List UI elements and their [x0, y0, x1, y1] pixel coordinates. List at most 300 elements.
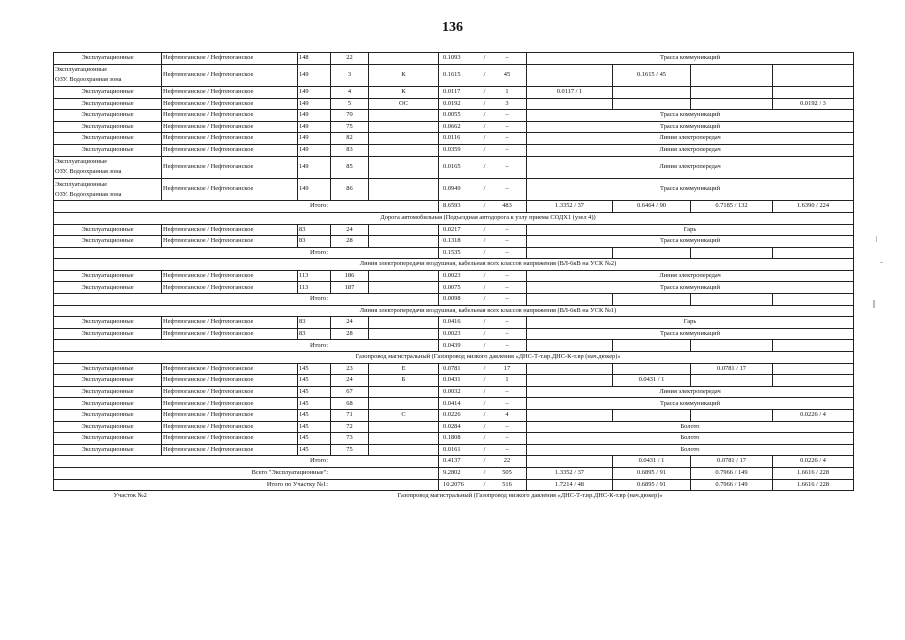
compartment-cell: 22 [331, 53, 369, 65]
area-count: 4 [505, 411, 509, 419]
category-text: Эксплуатационные [81, 122, 134, 130]
compartment-cell: 28 [331, 328, 369, 340]
code-cell [369, 133, 439, 145]
area-value: 0.1093 [443, 54, 461, 62]
total-label: Итого: [54, 456, 439, 468]
area-cell [439, 86, 527, 98]
category-column-cell: 1.3352 / 37 [527, 201, 613, 213]
category-cell [54, 53, 162, 65]
table-row [54, 144, 854, 156]
category-cell [54, 363, 162, 375]
area-separator: / [483, 248, 486, 256]
category-cell [54, 328, 162, 340]
area-separator: / [483, 237, 486, 245]
table-row [54, 433, 854, 445]
category-cell [54, 236, 162, 248]
area-count: 516 [502, 480, 512, 488]
category-column-cell: 0.0117 / 1 [527, 86, 613, 98]
area-separator: / [483, 341, 486, 349]
category-column-cell: 1.7214 / 48 [527, 479, 613, 491]
area-cell [439, 421, 527, 433]
purpose-note-cell: Линия электропередач [527, 270, 854, 282]
category-column-cell: 0.6895 / 91 [613, 467, 691, 479]
compartment-cell: 83 [331, 144, 369, 156]
area-separator: / [483, 445, 486, 453]
area-separator: / [483, 434, 486, 442]
area-value: 0.0781 [443, 364, 461, 372]
area-value: 0.0075 [443, 283, 461, 291]
purpose-note-cell: Линия электропередач [527, 133, 854, 145]
table-row [54, 121, 854, 133]
area-count: – [505, 271, 509, 279]
table-row [54, 98, 854, 110]
area-value: 0.0949 [443, 185, 461, 193]
total-label: Итого: [54, 340, 439, 352]
area-value: 0.0359 [443, 146, 461, 154]
compartment-cell: 24 [331, 317, 369, 329]
protection-zone-text: ОЗУ. Водоохранная зона [55, 190, 122, 198]
category-cell [54, 270, 162, 282]
code-cell: С [369, 410, 439, 422]
area-value: 0.0662 [443, 122, 461, 130]
category-column-cell [527, 340, 613, 352]
quarter-cell: 145 [298, 410, 331, 422]
category-cell [54, 386, 162, 398]
compartment-cell: 82 [331, 133, 369, 145]
compartment-cell: 28 [331, 236, 369, 248]
area-cell [439, 110, 527, 122]
area-separator: / [483, 71, 486, 79]
category-cell [54, 410, 162, 422]
category-column-cell [613, 98, 691, 110]
quarter-cell: 145 [298, 421, 331, 433]
category-column-cell [527, 98, 613, 110]
area-separator: / [483, 88, 486, 96]
category-text: Эксплуатационные [81, 283, 134, 291]
area-count: – [505, 318, 509, 326]
category-column-cell [613, 294, 691, 306]
area-value: 0.0023 [443, 271, 461, 279]
forestry-cell: Нефтеюганское / Нефтеюганское [162, 398, 298, 410]
category-cell [54, 121, 162, 133]
area-value: 0.1615 [443, 71, 461, 79]
category-cell [54, 375, 162, 387]
quarter-cell: 113 [298, 270, 331, 282]
category-column-cell [613, 86, 691, 98]
code-cell: К [369, 64, 439, 86]
forestry-cell: Нефтеюганское / Нефтеюганское [162, 421, 298, 433]
quarter-cell: 149 [298, 64, 331, 86]
area-cell [439, 53, 527, 65]
area-separator: / [483, 225, 486, 233]
compartment-cell: 23 [331, 363, 369, 375]
category-column-cell [773, 64, 854, 86]
code-cell [369, 444, 439, 456]
area-value: 0.4137 [443, 457, 461, 465]
area-count: – [505, 134, 509, 142]
total-label: Всего "Эксплуатационные": [54, 467, 439, 479]
total-label: Итого: [54, 294, 439, 306]
section-title: Газопровод магистральный (Газопровод низкого давления «ДНС-Т-т.вр.ДНС-К-т.вр (нач.дюкер)» [54, 352, 854, 364]
category-column-cell [691, 86, 773, 98]
area-value: 0.0226 [443, 411, 461, 419]
category-column-cell: 1.6390 / 224 [773, 201, 854, 213]
area-count: – [505, 185, 509, 193]
category-cell [54, 64, 162, 86]
area-value: 0.0055 [443, 111, 461, 119]
compartment-cell: 86 [331, 178, 369, 200]
category-column-cell [613, 247, 691, 259]
section-header-row [54, 212, 854, 224]
category-text: Эксплуатационные [81, 434, 134, 442]
forestry-cell: Нефтеюганское / Нефтеюганское [162, 444, 298, 456]
category-column-cell [527, 247, 613, 259]
table-row [54, 363, 854, 375]
category-column-cell: 0.0226 / 4 [773, 456, 854, 468]
area-separator: / [483, 271, 486, 279]
area-value: 0.0165 [443, 163, 461, 171]
category-text: Эксплуатационные [81, 134, 134, 142]
category-cell [54, 110, 162, 122]
area-cell [439, 144, 527, 156]
category-text: Эксплуатационные [55, 180, 108, 188]
forestry-cell: Нефтеюганское / Нефтеюганское [162, 178, 298, 200]
category-cell [54, 398, 162, 410]
area-count: 45 [503, 71, 511, 79]
forestry-cell: Нефтеюганское / Нефтеюганское [162, 363, 298, 375]
code-cell [369, 433, 439, 445]
category-column-cell [527, 410, 613, 422]
area-count: – [505, 341, 509, 349]
table-row [54, 328, 854, 340]
area-count: – [505, 163, 509, 171]
area-value: 0.1808 [443, 434, 461, 442]
area-separator: / [483, 111, 486, 119]
total-label: Итого: [54, 247, 439, 259]
area-cell [439, 64, 527, 86]
code-cell [369, 53, 439, 65]
scan-artifact [873, 300, 875, 308]
forestry-cell: Нефтеюганское / Нефтеюганское [162, 317, 298, 329]
area-count: – [505, 111, 509, 119]
quarter-cell: 145 [298, 398, 331, 410]
page-number: 136 [442, 20, 463, 35]
area-cell [439, 328, 527, 340]
area-cell [439, 410, 527, 422]
purpose-note-cell: Болото [527, 444, 854, 456]
category-column-cell [691, 294, 773, 306]
category-text: Эксплуатационные [81, 364, 134, 372]
area-separator: / [483, 457, 486, 465]
table-row [54, 133, 854, 145]
area-count: – [505, 283, 509, 291]
area-count: – [505, 434, 509, 442]
table-row [54, 282, 854, 294]
area-separator: / [483, 134, 486, 142]
category-cell [54, 144, 162, 156]
quarter-cell: 145 [298, 444, 331, 456]
area-cell [439, 467, 527, 479]
category-text: Эксплуатационные [81, 99, 134, 107]
table-row [54, 236, 854, 248]
category-cell [54, 178, 162, 200]
code-cell [369, 178, 439, 200]
category-text: Эксплуатационные [81, 411, 134, 419]
area-separator: / [483, 480, 486, 488]
compartment-cell: 72 [331, 421, 369, 433]
area-count: – [505, 237, 509, 245]
table-row [54, 224, 854, 236]
quarter-cell: 145 [298, 375, 331, 387]
forestry-cell: Нефтеюганское / Нефтеюганское [162, 224, 298, 236]
forestry-cell: Нефтеюганское / Нефтеюганское [162, 110, 298, 122]
code-cell [369, 121, 439, 133]
table-row [54, 375, 854, 387]
category-column-cell [613, 410, 691, 422]
area-cell [439, 282, 527, 294]
compartment-cell: 85 [331, 156, 369, 178]
code-cell [369, 317, 439, 329]
area-value: 0.0117 [443, 88, 461, 96]
total-row [54, 247, 854, 259]
table-row [54, 86, 854, 98]
area-separator: / [483, 122, 486, 130]
forestry-cell: Нефтеюганское / Нефтеюганское [162, 433, 298, 445]
category-text: Эксплуатационные [81, 445, 134, 453]
purpose-note-cell: Линия электропередач [527, 144, 854, 156]
category-text: Эксплуатационные [81, 422, 134, 430]
compartment-cell: 24 [331, 224, 369, 236]
purpose-note-cell: Трасса коммуникаций [527, 236, 854, 248]
area-value: 0.0414 [443, 399, 461, 407]
purpose-note-cell: Болото [527, 433, 854, 445]
category-text: Эксплуатационные [81, 225, 134, 233]
quarter-cell: 149 [298, 133, 331, 145]
category-column-cell [691, 64, 773, 86]
category-text: Эксплуатационные [55, 158, 108, 166]
category-column-cell: 1.6616 / 228 [773, 479, 854, 491]
forestry-cell: Нефтеюганское / Нефтеюганское [162, 282, 298, 294]
category-cell [54, 317, 162, 329]
area-separator: / [483, 146, 486, 154]
area-count: 17 [503, 364, 511, 372]
category-column-cell: 0.7966 / 149 [691, 479, 773, 491]
category-cell [54, 421, 162, 433]
scan-artifact [876, 236, 877, 242]
category-column-cell [773, 247, 854, 259]
category-column-cell: 0.7185 / 132 [691, 201, 773, 213]
purpose-note-cell: Трасса коммуникаций [527, 328, 854, 340]
protection-zone-text: ОЗУ. Водоохранная зона [55, 76, 122, 84]
forestry-cell: Нефтеюганское / Нефтеюганское [162, 328, 298, 340]
area-separator: / [483, 329, 486, 337]
area-separator: / [483, 318, 486, 326]
area-value: 0.0161 [443, 445, 461, 453]
area-count: – [505, 122, 509, 130]
area-cell [439, 398, 527, 410]
area-separator: / [483, 422, 486, 430]
quarter-cell: 83 [298, 224, 331, 236]
total-label: Итого по Участку №1: [54, 479, 439, 491]
category-column-cell: 0.1615 / 45 [613, 64, 691, 86]
forestry-cell: Нефтеюганское / Нефтеюганское [162, 53, 298, 65]
category-text: Эксплуатационные [81, 54, 134, 62]
total-row [54, 201, 854, 213]
area-separator: / [483, 99, 486, 107]
area-cell [439, 270, 527, 282]
area-separator: / [483, 469, 486, 477]
category-column-cell: 1.6616 / 228 [773, 467, 854, 479]
code-cell [369, 110, 439, 122]
area-separator: / [483, 202, 486, 210]
area-value: 0.1535 [443, 248, 461, 256]
area-count: – [505, 399, 509, 407]
area-separator: / [483, 163, 486, 171]
area-value: 0.0416 [443, 318, 461, 326]
quarter-cell: 145 [298, 386, 331, 398]
category-column-cell [527, 456, 613, 468]
table-row [54, 444, 854, 456]
category-column-cell [613, 340, 691, 352]
protection-zone-text: ОЗУ. Водоохранная зона [55, 168, 122, 176]
category-column-cell [691, 340, 773, 352]
area-separator: / [483, 411, 486, 419]
area-separator: / [483, 283, 486, 291]
purpose-note-cell: Трасса коммуникаций [527, 178, 854, 200]
forestry-cell: Нефтеюганское / Нефтеюганское [162, 144, 298, 156]
compartment-cell: 70 [331, 110, 369, 122]
table-body [54, 53, 854, 502]
area-separator: / [483, 295, 486, 303]
total-row [54, 294, 854, 306]
area-value: 0.0431 [443, 376, 461, 384]
area-count: 483 [502, 202, 512, 210]
category-text: Эксплуатационные [81, 146, 134, 154]
compartment-cell: 3 [331, 64, 369, 86]
purpose-note-cell: Трасса коммуникаций [527, 53, 854, 65]
compartment-cell: 187 [331, 282, 369, 294]
area-cell [439, 363, 527, 375]
purpose-note-cell: Болото [527, 421, 854, 433]
category-text: Эксплуатационные [81, 271, 134, 279]
plot-header-row [54, 491, 854, 502]
quarter-cell: 149 [298, 86, 331, 98]
category-column-cell [691, 247, 773, 259]
category-text: Эксплуатационные [81, 88, 134, 96]
area-cell [439, 133, 527, 145]
quarter-cell: 149 [298, 121, 331, 133]
plot-label: Участок №2 [113, 492, 147, 500]
category-column-cell [527, 64, 613, 86]
quarter-cell: 83 [298, 328, 331, 340]
compartment-cell: 75 [331, 444, 369, 456]
area-count: – [505, 54, 509, 62]
area-value: 0.0098 [443, 295, 461, 303]
table-row [54, 421, 854, 433]
category-cell [54, 224, 162, 236]
code-cell [369, 270, 439, 282]
purpose-note-cell: Трасса коммуникаций [527, 110, 854, 122]
area-cell [439, 121, 527, 133]
category-column-cell [691, 98, 773, 110]
area-separator: / [483, 376, 486, 384]
quarter-cell: 83 [298, 236, 331, 248]
area-count: – [505, 445, 509, 453]
category-column-cell [691, 375, 773, 387]
forestry-cell: Нефтеюганское / Нефтеюганское [162, 121, 298, 133]
code-cell [369, 386, 439, 398]
plot-object-title: Газопровод магистральный (Газопровод низкого давления «ДНС-Т-т.вр.ДНС-К-т.вр (нач.дюкер)» [397, 492, 663, 500]
compartment-cell: 24 [331, 375, 369, 387]
category-column-cell: 0.0431 / 1 [613, 375, 691, 387]
compartment-cell: 5 [331, 98, 369, 110]
category-column-cell [527, 375, 613, 387]
category-text: Эксплуатационные [81, 387, 134, 395]
purpose-note-cell: Линия электропередач [527, 386, 854, 398]
category-column-cell [773, 375, 854, 387]
area-value: 0.0439 [443, 341, 461, 349]
area-cell [439, 98, 527, 110]
category-column-cell: 0.0226 / 4 [773, 410, 854, 422]
category-column-cell: 0.0431 / 1 [613, 456, 691, 468]
forestry-cell: Нефтеюганское / Нефтеюганское [162, 236, 298, 248]
area-count: – [505, 225, 509, 233]
area-cell [439, 456, 527, 468]
section-header-row [54, 352, 854, 364]
compartment-cell: 68 [331, 398, 369, 410]
quarter-cell: 145 [298, 363, 331, 375]
register-table-container [53, 52, 853, 502]
table-row [54, 270, 854, 282]
area-value: 0.0284 [443, 422, 461, 430]
forestry-cell: Нефтеюганское / Нефтеюганское [162, 386, 298, 398]
area-count: – [505, 248, 509, 256]
area-cell [439, 224, 527, 236]
scan-artifact [880, 262, 883, 263]
code-cell [369, 398, 439, 410]
compartment-cell: 4 [331, 86, 369, 98]
quarter-cell: 149 [298, 98, 331, 110]
table-row [54, 64, 854, 86]
section-title: Линия электропередачи воздушная, кабельная всех классов напряжения (ВЛ-6кВ на УСК №2) [54, 259, 854, 271]
area-value: 8.6593 [443, 202, 461, 210]
compartment-cell: 67 [331, 386, 369, 398]
area-cell [439, 444, 527, 456]
section-title: Линия электропередачи воздушная, кабельная всех классов напряжения (ВЛ-6кВ на УСК №1) [54, 305, 854, 317]
area-count: 22 [503, 457, 511, 465]
code-cell [369, 328, 439, 340]
area-count: – [505, 329, 509, 337]
total-row [54, 479, 854, 491]
purpose-note-cell: Трасса коммуникаций [527, 398, 854, 410]
table-row [54, 410, 854, 422]
compartment-cell: 186 [331, 270, 369, 282]
forestry-cell: Нефтеюганское / Нефтеюганское [162, 98, 298, 110]
purpose-note-cell: Линия электропередач [527, 156, 854, 178]
purpose-note-cell: Трасса коммуникаций [527, 282, 854, 294]
compartment-cell: 71 [331, 410, 369, 422]
code-cell [369, 236, 439, 248]
purpose-note-cell: Трасса коммуникаций [527, 121, 854, 133]
category-column-cell: 1.3352 / 37 [527, 467, 613, 479]
area-count: 3 [505, 99, 509, 107]
category-column-cell [773, 294, 854, 306]
section-header-row [54, 259, 854, 271]
area-separator: / [483, 185, 486, 193]
code-cell: К [369, 86, 439, 98]
category-column-cell: 0.0781 / 17 [691, 456, 773, 468]
forest-register-table [53, 52, 854, 502]
